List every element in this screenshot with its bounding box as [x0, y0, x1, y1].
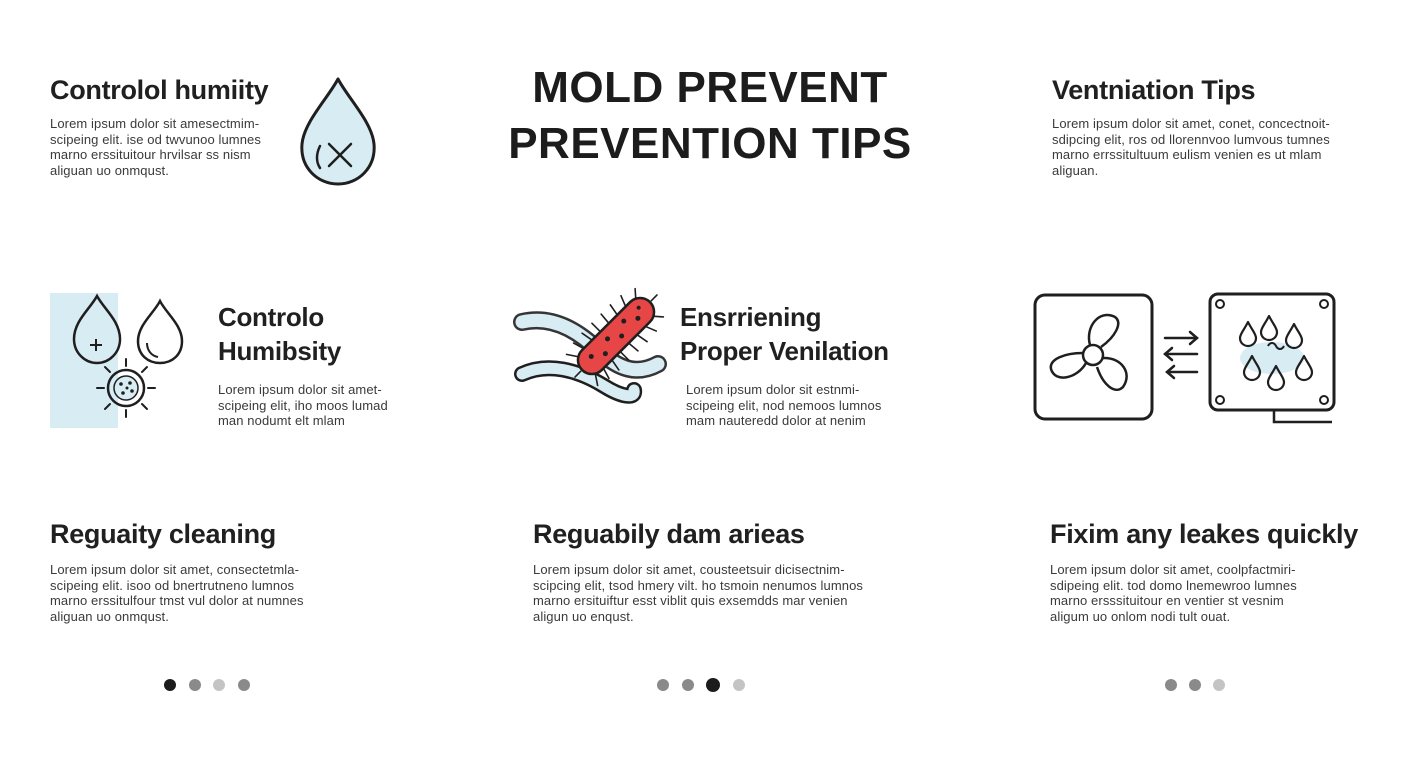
pagination-dot[interactable] [238, 679, 250, 691]
section-control-humidity [50, 74, 290, 178]
pagination-dot[interactable] [1165, 679, 1177, 691]
pagination-dot[interactable] [682, 679, 694, 691]
section-body: Lorem ipsum dolor sit amet, coolpfactmiri- sdipeing elit. tod domo lnemewroo lumnes marno ersssituitour en ventier st vesnim aligum uo onlom nodi tult ouat. [1050, 562, 1297, 624]
pagination-dot[interactable] [213, 679, 225, 691]
section-body: Lorem ipsum dolor sit amesectmim- scipeing elit. ise od twvunoo lumnes marno erssituitour hrvilsar ss nism aliguan uo onmqust. [50, 116, 261, 178]
water-drop-x-icon [298, 76, 382, 188]
pagination-dot[interactable] [657, 679, 669, 691]
pagination-dot[interactable] [706, 678, 720, 692]
pagination-dot[interactable] [1213, 679, 1225, 691]
bacteria-airflow-icon [518, 286, 668, 412]
pagination-dot[interactable] [164, 679, 176, 691]
fan-to-moisture-box-icon [1032, 292, 1336, 428]
main-title-line-1: MOLD PREVENT [532, 63, 888, 112]
main-title [470, 60, 950, 172]
section-body: Lorem ipsum dolor sit amet, conet, concectnoit- sdipcing elit, ros od llorennvoo lumvous tumnes marno errssitultuum eulism venien es ut mlam aliguan. [1052, 116, 1330, 178]
section-body: Lorem ipsum dolor sit amet- scipeing elit, iho moos lumad man nodumt elt mlam [218, 382, 388, 428]
section-body: Lorem ipsum dolor sit estnmi- scipeing elit, nod nemoos lumnos mam nauteredd dolor at nenim [686, 382, 882, 428]
section-controlo-humibsity [218, 300, 428, 429]
section-ensuring-proper-ventilation [680, 300, 940, 429]
section-heading: Controlo Humibsity [218, 302, 341, 366]
section-fix-leaks [1050, 518, 1390, 624]
section-heading: Fixim any leakes quickly [1050, 519, 1358, 549]
section-body: Lorem ipsum dolor sit amet, consectetmla- scipeing elit. isoo od bnertrutneno lumnos marno erssitulfour tmst vul dolor at numnes aliguan uo onmqust. [50, 562, 304, 624]
section-regular-cleaning [50, 518, 370, 624]
pagination-dot[interactable] [1189, 679, 1201, 691]
section-heading: Controlol humiity [50, 75, 269, 105]
pagination-dot[interactable] [733, 679, 745, 691]
section-heading: Ventniation Tips [1052, 75, 1256, 105]
section-ventilation-tips [1052, 74, 1372, 178]
section-heading: Reguaity cleaning [50, 519, 276, 549]
main-title-line-2: PREVENTION TIPS [508, 119, 912, 168]
section-body: Lorem ipsum dolor sit amet, cousteetsuir dicisectnim- scipcing elit, tsod hmery vilt. ho tsmoin nenumos lumnos marno ersituiftur esst viblit quis exsemdds mar venien aligun uo enqust. [533, 562, 864, 624]
section-heading: Reguabily dam arieas [533, 519, 805, 549]
section-damp-areas [533, 518, 903, 624]
section-heading: Ensrriening Proper Venilation [680, 302, 889, 366]
pagination-dot[interactable] [189, 679, 201, 691]
humidity-drops-spore-icon [50, 293, 190, 429]
